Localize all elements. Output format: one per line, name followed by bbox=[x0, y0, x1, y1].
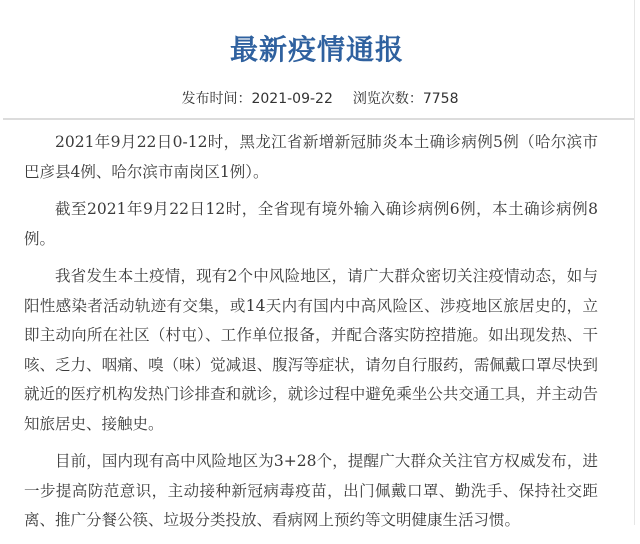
paragraph-new-cases: 2021年9月22日0-12时，黑龙江省新增新冠肺炎本土确诊病例5例（哈尔滨市巴彦县4例、哈尔滨市南岗区1例）。 bbox=[24, 133, 598, 181]
article-body bbox=[24, 128, 598, 544]
article-title: 最新疫情通报 bbox=[229, 33, 404, 66]
paragraph-prevention-advice: 目前，国内现有高中风险地区为3+28个，提醒广大群众关注官方权威发布，进一步提高防范意识，主动接种新冠病毒疫苗，出门佩戴口罩、勤洗手、保持社交距离、推广分餐公筷、垃圾分类投放、看病网上预约等文明健康生活习惯。 bbox=[24, 452, 598, 529]
publish-date-label: 发布时间： bbox=[181, 91, 252, 107]
article-header bbox=[0, 0, 634, 118]
view-count-label: 浏览次数： bbox=[352, 91, 423, 107]
paragraph-current-totals: 截至2021年9月22日12时，全省现有境外输入确诊病例6例，本土确诊病例8例。 bbox=[24, 200, 598, 248]
view-count: 7758 bbox=[422, 91, 459, 107]
article-meta bbox=[0, 89, 640, 109]
publish-date: 2021-09-22 bbox=[251, 91, 333, 107]
header-divider bbox=[3, 118, 634, 120]
paragraph-risk-guidance: 我省发生本土疫情，现有2个中风险地区，请广大群众密切关注疫情动态，如与阳性感染者活动轨迹有交集，或14天内有国内中高风险区、涉疫地区旅居史的，立即主动向所在社区（村屯）、工作单位报备，并配合落实防控措施。如出现发热、干咳、乏力、咽痛、嗅（味）觉减退、腹泻等症状，请勿自行服药，需佩戴口罩尽快到就近的医疗机构发热门诊排查和就诊，就诊过程中避免乘坐公共交通工具，并主动告知旅居史、接触史。 bbox=[24, 267, 598, 433]
